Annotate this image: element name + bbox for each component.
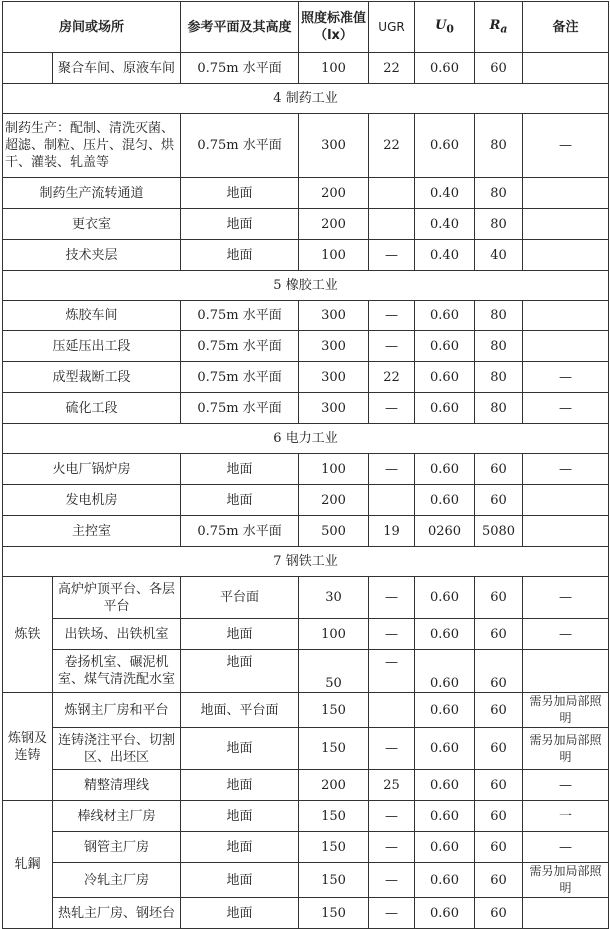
room-name: 炼钢主厂房和平台 — [53, 693, 181, 728]
plane-cell: 地面 — [181, 863, 299, 898]
u0-cell: 0.40 — [415, 240, 475, 271]
u0-cell: 0.40 — [415, 209, 475, 240]
lux-cell: 200 — [299, 178, 369, 209]
table-row — [3, 393, 609, 424]
plane-cell: 地面 — [181, 650, 299, 693]
u0-cell: 0260 — [415, 516, 475, 547]
lux-cell: 200 — [299, 770, 369, 801]
ugr-cell: — — [369, 619, 415, 650]
lux-cell: 150 — [299, 693, 369, 728]
note-cell — [523, 898, 609, 929]
lux-cell: 200 — [299, 209, 369, 240]
lux-cell: 500 — [299, 516, 369, 547]
header-lux: 照度标准值（lx） — [299, 2, 369, 53]
note-cell: — — [523, 577, 609, 619]
lux-cell: 300 — [299, 331, 369, 362]
table-row — [3, 832, 609, 863]
room-name: 制药生产流转通道 — [3, 178, 181, 209]
table-row — [3, 577, 609, 619]
note-cell: — — [523, 832, 609, 863]
room-name: 技术夹层 — [3, 240, 181, 271]
note-cell: — — [523, 770, 609, 801]
u0-cell: 0.60 — [415, 362, 475, 393]
u0-cell: 0.60 — [415, 801, 475, 832]
room-name: 硫化工段 — [3, 393, 181, 424]
ra-cell: 60 — [475, 53, 523, 84]
lux-cell: 150 — [299, 801, 369, 832]
ra-cell: 80 — [475, 114, 523, 178]
section-title: 7 钢铁工业 — [3, 547, 609, 577]
room-name: 炼胶车间 — [3, 301, 181, 331]
ra-cell: 60 — [475, 832, 523, 863]
section-row — [3, 84, 609, 114]
u0-cell: 0.60 — [415, 898, 475, 929]
ra-cell: 80 — [475, 209, 523, 240]
room-name: 连铸浇注平台、切割区、出坯区 — [53, 728, 181, 770]
room-name: 主控室 — [3, 516, 181, 547]
section-row — [3, 271, 609, 301]
ra-cell: 80 — [475, 393, 523, 424]
u0-cell: 0.60 — [415, 728, 475, 770]
plane-cell: 0.75m 水平面 — [181, 516, 299, 547]
ra-cell: 60 — [475, 728, 523, 770]
ugr-cell: 22 — [369, 114, 415, 178]
ugr-cell: 22 — [369, 53, 415, 84]
u0-cell: 0.60 — [415, 301, 475, 331]
ra-cell: 60 — [475, 693, 523, 728]
note-cell: — — [523, 362, 609, 393]
table-row — [3, 801, 609, 832]
note-cell: 需另加局部照明 — [523, 863, 609, 898]
u0-cell: 0.60 — [415, 619, 475, 650]
ra-cell: 5080 — [475, 516, 523, 547]
ra-cell: 80 — [475, 178, 523, 209]
header-row — [3, 2, 609, 53]
u0-cell: 0.60 — [415, 53, 475, 84]
ugr-cell: — — [369, 331, 415, 362]
plane-cell: 地面 — [181, 801, 299, 832]
ugr-cell: — — [369, 393, 415, 424]
u0-cell: 0.60 — [415, 863, 475, 898]
room-name: 更衣室 — [3, 209, 181, 240]
ugr-cell: — — [369, 454, 415, 485]
u0-cell: 0.60 — [415, 331, 475, 362]
ugr-cell — [369, 178, 415, 209]
table-row — [3, 770, 609, 801]
table-row — [3, 516, 609, 547]
group-label: 炼钢及连铸 — [3, 693, 53, 801]
lux-cell: 200 — [299, 485, 369, 516]
table-row — [3, 650, 609, 693]
ugr-cell: — — [369, 863, 415, 898]
plane-cell: 0.75m 水平面 — [181, 53, 299, 84]
room-name: 钢管主厂房 — [53, 832, 181, 863]
u0-cell: 0.60 — [415, 832, 475, 863]
lux-cell: 150 — [299, 863, 369, 898]
ugr-cell: 19 — [369, 516, 415, 547]
note-cell — [523, 485, 609, 516]
table-row — [3, 240, 609, 271]
plane-cell: 平台面 — [181, 577, 299, 619]
ugr-cell: — — [369, 728, 415, 770]
ugr-cell — [369, 485, 415, 516]
plane-cell: 地面 — [181, 832, 299, 863]
table-row — [3, 485, 609, 516]
ra-cell: 60 — [475, 801, 523, 832]
lux-cell: 100 — [299, 619, 369, 650]
plane-cell: 0.75m 水平面 — [181, 114, 299, 178]
lux-cell: 150 — [299, 832, 369, 863]
illuminance-table — [2, 1, 609, 929]
ra-cell: 80 — [475, 362, 523, 393]
header-plane: 参考平面及其高度 — [181, 2, 299, 53]
ugr-cell: 22 — [369, 362, 415, 393]
table-row — [3, 693, 609, 728]
header-ugr: UGR — [369, 2, 415, 53]
note-cell — [523, 301, 609, 331]
plane-cell: 0.75m 水平面 — [181, 301, 299, 331]
section-row — [3, 547, 609, 577]
ugr-cell — [369, 209, 415, 240]
note-cell: — — [523, 393, 609, 424]
section-title: 4 制药工业 — [3, 84, 609, 114]
table-row — [3, 728, 609, 770]
ra-cell: 60 — [475, 650, 523, 693]
room-name: 出铁场、出铁机室 — [53, 619, 181, 650]
ra-cell: 40 — [475, 240, 523, 271]
header-ra: $R_a$ — [475, 2, 523, 53]
lux-cell: 150 — [299, 898, 369, 929]
header-u0: $U_0$ — [415, 2, 475, 53]
section-row — [3, 424, 609, 454]
u0-cell: 0.60 — [415, 454, 475, 485]
note-cell: 一 — [523, 801, 609, 832]
plane-cell: 地面 — [181, 240, 299, 271]
note-cell — [523, 53, 609, 84]
note-cell: — — [523, 114, 609, 178]
lux-cell: 150 — [299, 728, 369, 770]
u0-cell: 0.60 — [415, 650, 475, 693]
room-name: 压延压出工段 — [3, 331, 181, 362]
section-title: 6 电力工业 — [3, 424, 609, 454]
room-name: 棒线材主厂房 — [53, 801, 181, 832]
room-name: 高炉炉顶平台、各层平台 — [53, 577, 181, 619]
table-row — [3, 619, 609, 650]
room-name: 发电机房 — [3, 485, 181, 516]
note-cell — [523, 240, 609, 271]
lux-cell: 30 — [299, 577, 369, 619]
plane-cell: 地面 — [181, 485, 299, 516]
lux-cell: 100 — [299, 53, 369, 84]
ugr-cell: — — [369, 801, 415, 832]
group-label: 轧鋼 — [3, 801, 53, 929]
ra-cell: 80 — [475, 331, 523, 362]
u0-cell: 0.60 — [415, 114, 475, 178]
table-row — [3, 209, 609, 240]
ugr-cell: — — [369, 577, 415, 619]
lux-cell: 100 — [299, 240, 369, 271]
ugr-cell: — — [369, 832, 415, 863]
table-row — [3, 301, 609, 331]
table-row — [3, 454, 609, 485]
ra-cell: 80 — [475, 301, 523, 331]
note-cell: 需另加局部照明 — [523, 693, 609, 728]
ugr-cell: — — [369, 301, 415, 331]
room-name: 热轧主厂房、钢坯台 — [53, 898, 181, 929]
ugr-cell: — — [369, 898, 415, 929]
note-cell — [523, 209, 609, 240]
plane-cell: 地面 — [181, 898, 299, 929]
room-name: 冷轧主厂房 — [53, 863, 181, 898]
ra-cell: 60 — [475, 485, 523, 516]
plane-cell: 地面 — [181, 454, 299, 485]
u0-cell: 0.60 — [415, 577, 475, 619]
note-cell — [523, 331, 609, 362]
room-name: 聚合车间、原液车间 — [53, 53, 181, 84]
ugr-cell: — — [369, 240, 415, 271]
u0-cell: 0.60 — [415, 393, 475, 424]
note-cell — [523, 650, 609, 693]
lux-cell: 50 — [299, 650, 369, 693]
note-cell — [523, 516, 609, 547]
table-row — [3, 53, 609, 84]
ra-cell: 60 — [475, 863, 523, 898]
table-row — [3, 898, 609, 929]
plane-cell: 0.75m 水平面 — [181, 331, 299, 362]
table-row — [3, 863, 609, 898]
ra-cell: 60 — [475, 770, 523, 801]
plane-cell: 地面 — [181, 770, 299, 801]
ugr-cell — [369, 693, 415, 728]
u0-cell: 0.40 — [415, 178, 475, 209]
header-note: 备注 — [523, 2, 609, 53]
plane-cell: 地面 — [181, 178, 299, 209]
plane-cell: 地面、平台面 — [181, 693, 299, 728]
table-row — [3, 114, 609, 178]
ra-cell: 60 — [475, 619, 523, 650]
group-label: 炼铁 — [3, 577, 53, 693]
plane-cell: 0.75m 水平面 — [181, 393, 299, 424]
plane-cell: 地面 — [181, 728, 299, 770]
room-name: 卷扬机室、碾泥机室、煤气清洗配水室 — [53, 650, 181, 693]
empty-cell — [3, 53, 53, 84]
table-row — [3, 178, 609, 209]
ugr-cell: — — [369, 650, 415, 693]
table-row — [3, 331, 609, 362]
room-name: 制药生产：配制、清洗灭菌、超滤、制粒、压片、混匀、烘干、灌装、轧盖等 — [3, 114, 181, 178]
u0-cell: 0.60 — [415, 485, 475, 516]
table-row — [3, 362, 609, 393]
section-title: 5 橡胶工业 — [3, 271, 609, 301]
note-cell — [523, 178, 609, 209]
lux-cell: 300 — [299, 114, 369, 178]
room-name: 成型裁断工段 — [3, 362, 181, 393]
ugr-cell: 25 — [369, 770, 415, 801]
note-cell: 需另加局部照明 — [523, 728, 609, 770]
u0-cell: 0.60 — [415, 693, 475, 728]
note-cell: — — [523, 619, 609, 650]
ra-cell: 60 — [475, 898, 523, 929]
ra-cell: 60 — [475, 454, 523, 485]
note-cell: — — [523, 454, 609, 485]
plane-cell: 0.75m 水平面 — [181, 362, 299, 393]
plane-cell: 地面 — [181, 209, 299, 240]
lux-cell: 300 — [299, 362, 369, 393]
lux-cell: 300 — [299, 393, 369, 424]
header-room: 房间或场所 — [3, 2, 181, 53]
plane-cell: 地面 — [181, 619, 299, 650]
ra-cell: 60 — [475, 577, 523, 619]
room-name: 火电厂锅炉房 — [3, 454, 181, 485]
room-name: 精整清理线 — [53, 770, 181, 801]
lux-cell: 300 — [299, 301, 369, 331]
u0-cell: 0.60 — [415, 770, 475, 801]
lux-cell: 100 — [299, 454, 369, 485]
